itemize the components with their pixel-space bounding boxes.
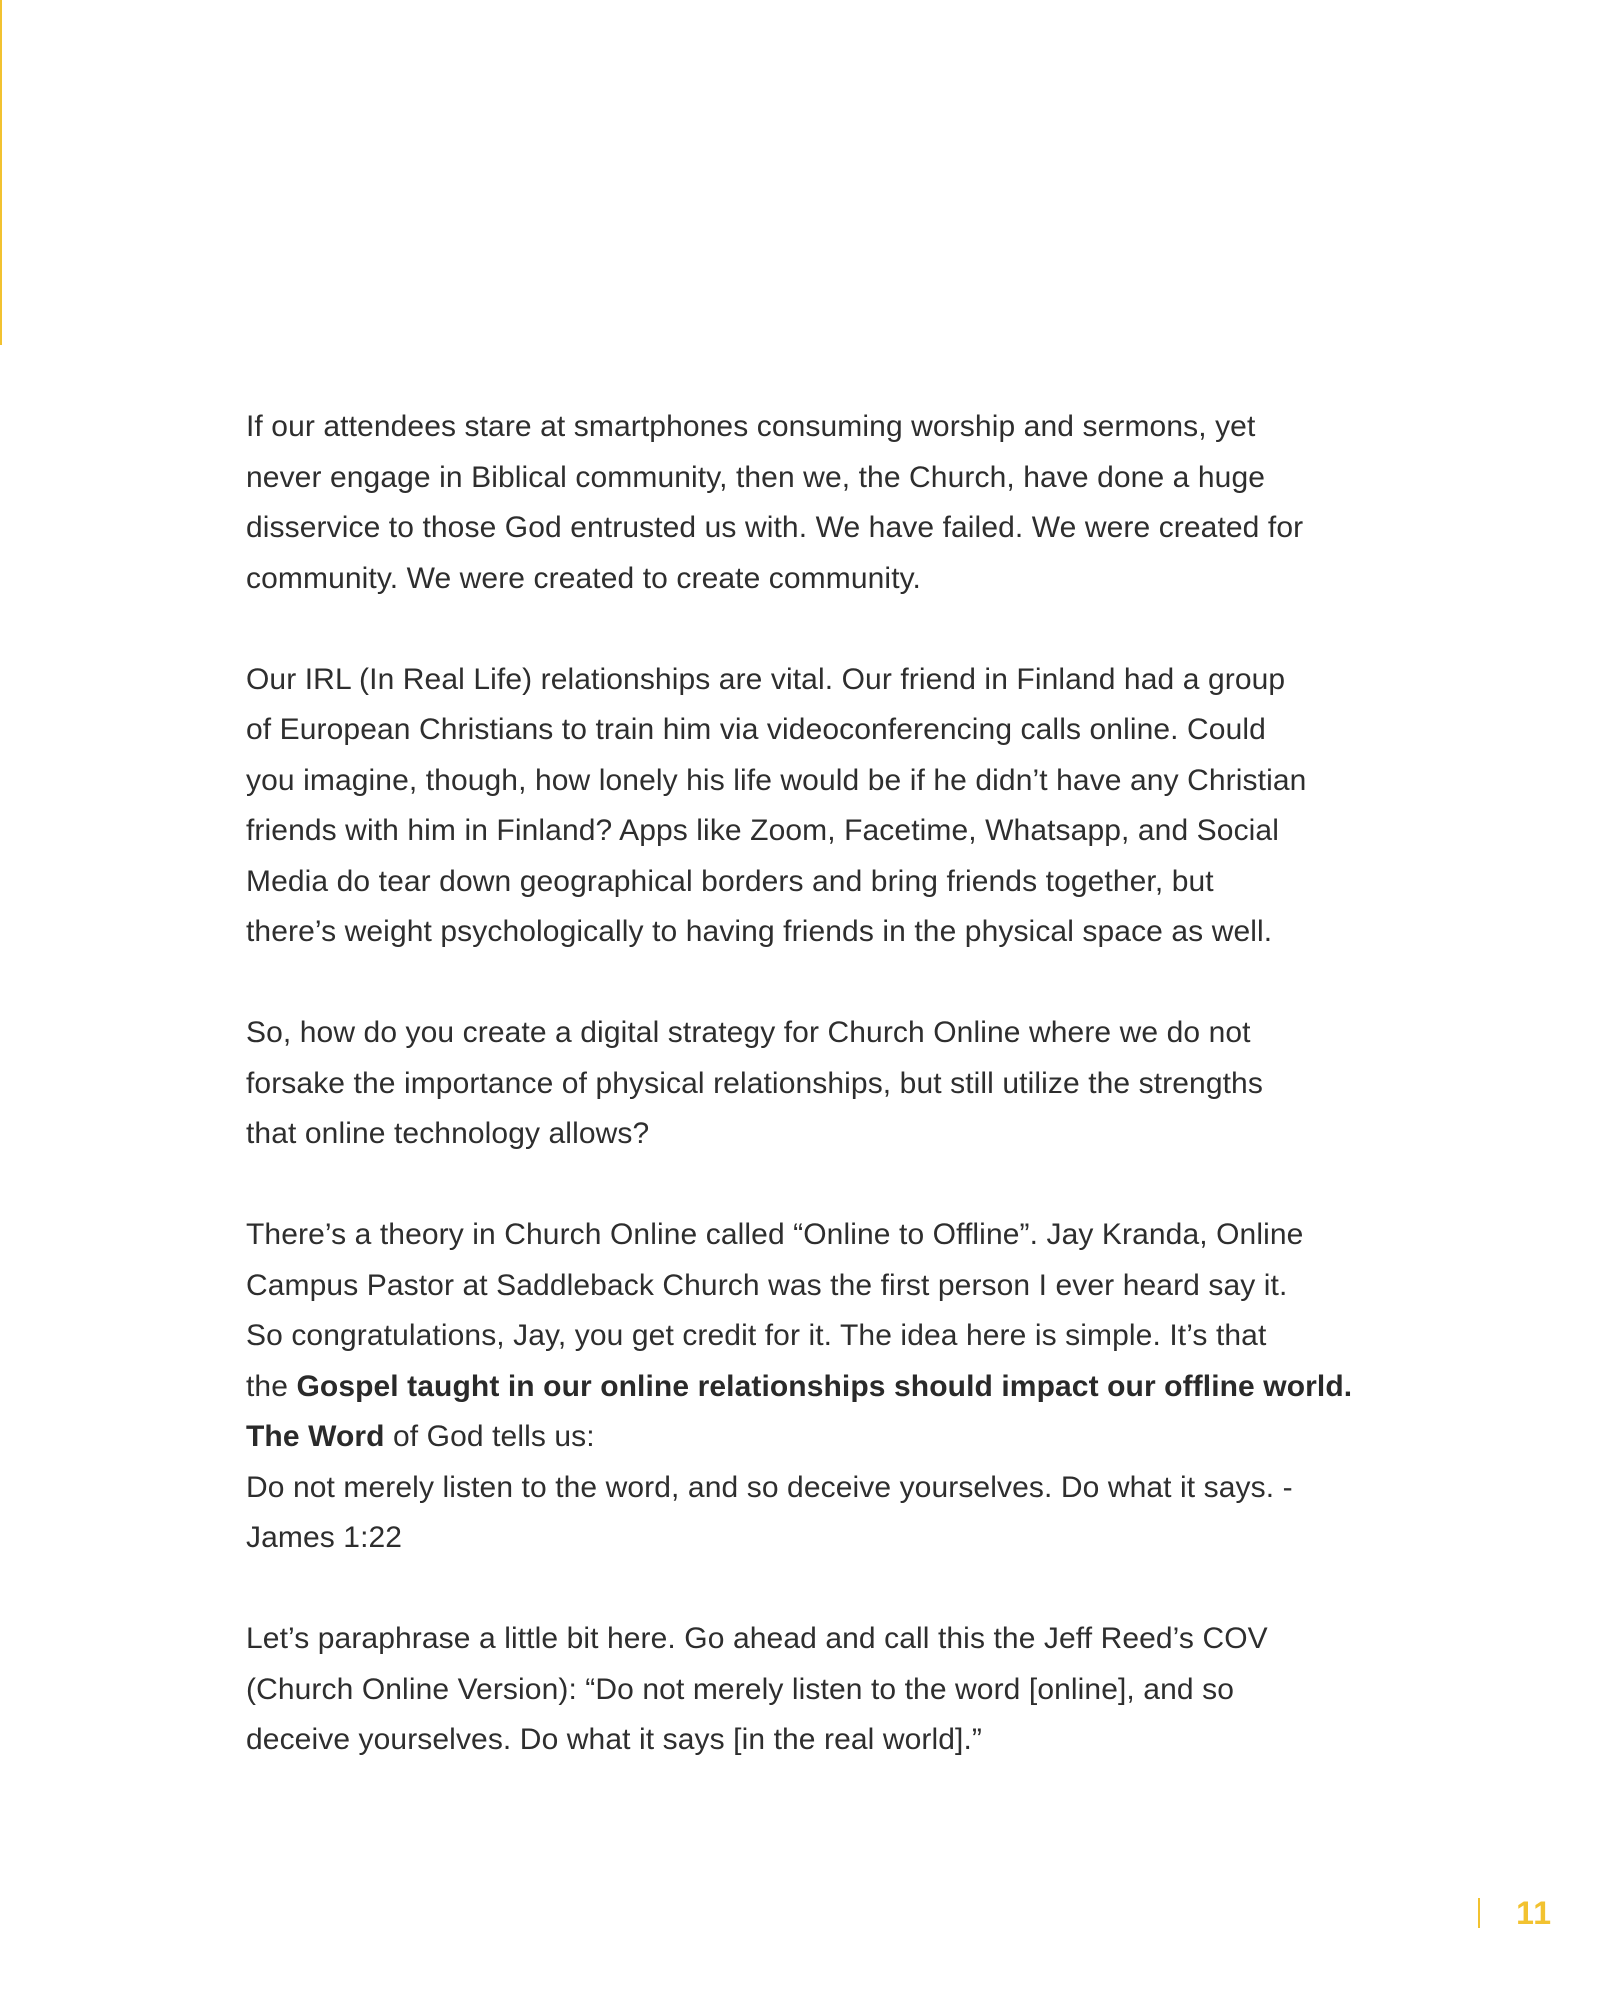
text-line: Campus Pastor at Saddleback Church was the first person I ever heard say it. [246,1268,1288,1302]
text-line [246,1362,1426,1413]
text-line: community. We were created to create community. [246,561,921,595]
text-line: There’s a theory in Church Online called “Online to Offline”. Jay Kranda, Online [246,1218,1304,1251]
scripture-reference: James 1:22 [246,1521,403,1554]
text-line: disservice to those God entrusted us with. We have failed. We were created for [246,511,1304,544]
text-line: So, how do you create a digital strategy for Church Online where we do not [246,1016,1251,1049]
paragraph-2 [246,655,1426,958]
text-line: there’s weight psychologically to having friends in the physical space as well. [246,915,1273,948]
text-line: If our attendees stare at smartphones consuming worship and sermons, yet [246,410,1256,443]
text-line: of European Christians to train him via videoconferencing calls online. Could [246,713,1266,746]
paragraph-5 [246,1614,1426,1766]
text-line: friends with him in Finland? Apps like Zoom, Facetime, Whatsapp, and Social [246,814,1279,847]
text-run: the [246,1369,297,1403]
text-line: Let’s paraphrase a little bit here. Go ahead and call this the Jeff Reed’s COV [246,1622,1268,1655]
scripture-quote-line: Do not merely listen to the word, and so deceive yourselves. Do what it says. - [246,1470,1293,1504]
text-line: Media do tear down geographical borders and bring friends together, but [246,864,1214,898]
page-footer [1478,1893,1552,1933]
text-line: you imagine, though, how lonely his life would be if he didn’t have any Christian [246,763,1307,797]
bold-emphasis: Gospel taught in our online relationships should impact our offline world. [296,1369,1353,1403]
text-line [246,1412,1426,1463]
text-line: (Church Online Version): “Do not merely listen to the word [online], and so [246,1672,1234,1706]
body-text [246,402,1426,1766]
text-line: deceive yourselves. Do what it says [in the real world].” [246,1723,983,1756]
paragraph-1 [246,402,1426,604]
text-line: So congratulations, Jay, you get credit for it. The idea here is simple. It’s that [246,1319,1267,1352]
text-line: forsake the importance of physical relationships, but still utilize the strengths [246,1066,1263,1100]
paragraph-3 [246,1008,1426,1160]
text-run: of God tells us: [384,1420,595,1453]
paragraph-4 [246,1210,1426,1564]
text-line: never engage in Biblical community, then we, the Church, have done a huge [246,460,1266,494]
text-line: Our IRL (In Real Life) relationships are vital. Our friend in Finland had a group [246,662,1286,696]
footer-divider [1478,1898,1480,1928]
accent-bar [0,0,2,345]
bold-emphasis: The Word [246,1420,385,1453]
page-number: 11 [1516,1894,1552,1931]
text-line: that online technology allows? [246,1117,650,1150]
